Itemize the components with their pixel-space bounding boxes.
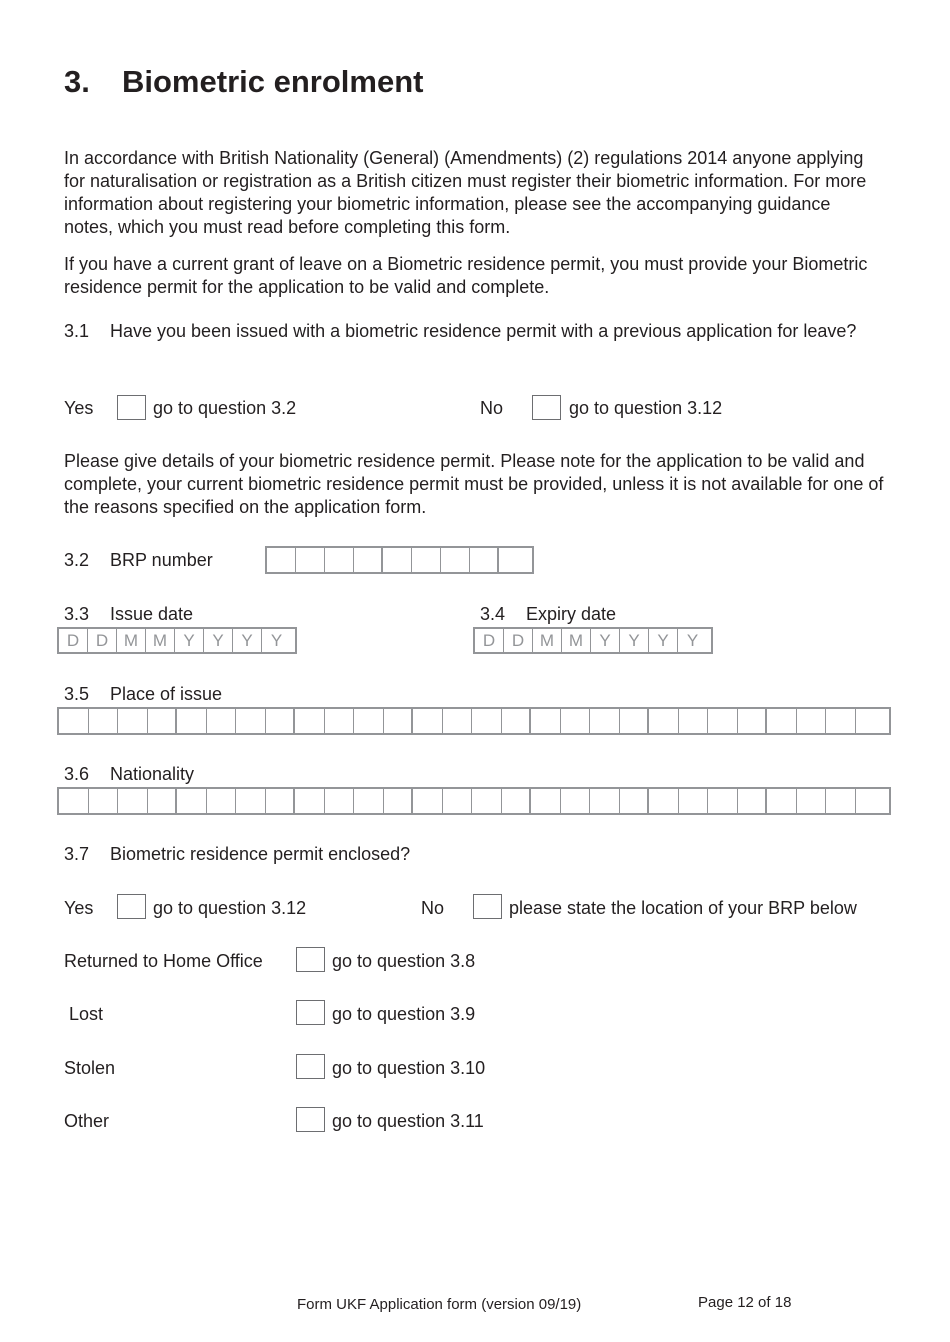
text-character-cell[interactable] [236,709,266,733]
text-character-cell[interactable] [826,789,856,813]
issue-date-input[interactable] [57,627,297,654]
brp-character-cell[interactable] [470,548,499,572]
text-character-cell[interactable] [856,709,886,733]
brp-character-cell[interactable] [354,548,383,572]
q3-7-yes-checkbox[interactable] [117,894,146,919]
question-3-5-label: Place of issue [110,684,223,704]
brp-character-cell[interactable] [383,548,412,572]
text-character-cell[interactable] [413,789,443,813]
date-digit-cell[interactable]: M [117,629,146,652]
text-character-cell[interactable] [826,709,856,733]
text-character-cell[interactable] [118,789,148,813]
question-3-1-text: Have you been issued with a biometric residence permit with a previous application for leave? [110,321,857,341]
brp-character-cell[interactable] [412,548,441,572]
question-3-1 [64,320,884,343]
question-3-7-text: Biometric residence permit enclosed? [110,844,411,864]
text-character-cell[interactable] [738,709,768,733]
question-3-3 [64,603,193,626]
question-3-6-number: 3.6 [64,764,90,784]
date-digit-cell[interactable]: Y [204,629,233,652]
location-returned-goto: go to question 3.8 [332,951,476,971]
location-returned-label: Returned to Home Office [64,951,263,971]
question-3-7-number: 3.7 [64,844,90,864]
text-character-cell[interactable] [207,789,237,813]
question-3-2 [64,549,213,572]
text-character-cell[interactable] [620,789,650,813]
q3-7-no-goto: please state the location of your BRP below [509,898,857,918]
date-digit-cell[interactable]: Y [649,629,678,652]
date-digit-cell[interactable]: Y [270,630,283,650]
q3-7-no-label: No [421,898,445,918]
date-digit-cell[interactable]: Y [620,629,649,652]
q3-1-no-checkbox[interactable] [532,395,561,420]
brp-character-cell[interactable] [296,548,325,572]
question-3-6 [64,763,194,786]
brp-character-cell[interactable] [267,548,296,572]
text-character-cell[interactable] [443,789,473,813]
date-digit-cell[interactable]: Y [591,629,620,652]
question-3-1-number: 3.1 [64,321,90,341]
text-character-cell[interactable] [59,789,89,813]
intro-paragraph-1: In accordance with British Nationality (General) (Amendments) (2) regulations 2014 anyone applying for naturalisation or registration as a British citizen must register their biometric information. For more information about registering your biometric information, please see the accompanying guidance notes, which you must read before completing this form. [64,148,867,237]
brp-character-cell[interactable] [441,548,470,572]
location-other-checkbox[interactable] [296,1107,325,1132]
text-character-cell[interactable] [89,789,119,813]
section-title-text: Biometric enrolment [122,64,424,99]
location-stolen-goto: go to question 3.10 [332,1058,486,1078]
date-digit-cell[interactable]: Y [686,630,699,650]
text-character-cell[interactable] [767,789,797,813]
text-character-cell[interactable] [797,709,827,733]
footer-page-number: Page 12 of 18 [698,1294,792,1311]
text-character-cell[interactable] [679,789,709,813]
date-digit-cell[interactable]: Y [233,629,262,652]
date-digit-cell[interactable]: Y [175,629,204,652]
text-character-cell[interactable] [236,789,266,813]
location-lost-checkbox[interactable] [296,1000,325,1025]
text-character-cell[interactable] [384,709,414,733]
text-character-cell[interactable] [708,789,738,813]
text-character-cell[interactable] [472,709,502,733]
location-stolen-label: Stolen [64,1058,116,1078]
section-number: 3. [64,64,90,99]
text-character-cell[interactable] [266,709,296,733]
date-digit-cell[interactable]: M [562,629,591,652]
text-character-cell[interactable] [590,709,620,733]
text-character-cell[interactable] [177,709,207,733]
nationality-input[interactable] [57,787,891,815]
brp-character-cell[interactable] [499,548,528,572]
q3-7-yes-label: Yes [64,898,94,918]
text-character-cell[interactable] [502,709,532,733]
q3-7-no-checkbox[interactable] [473,894,502,919]
question-3-4 [480,603,616,626]
text-character-cell[interactable] [295,789,325,813]
question-3-4-label: Expiry date [526,604,617,624]
question-3-4-number: 3.4 [480,604,506,624]
date-digit-cell[interactable]: M [146,629,175,652]
text-character-cell[interactable] [207,709,237,733]
details-note: Please give details of your biometric residence permit. Please note for the application to be valid and complete, your current biometric residence permit must be provided, unless it is not available for one of the reasons specified on the application form. [64,451,884,517]
date-digit-cell[interactable]: D [475,629,504,652]
text-character-cell[interactable] [531,709,561,733]
text-character-cell[interactable] [148,709,178,733]
location-other-goto: go to question 3.11 [332,1111,484,1131]
text-character-cell[interactable] [354,709,384,733]
text-character-cell[interactable] [679,709,709,733]
question-3-6-label: Nationality [110,764,195,784]
text-character-cell[interactable] [443,709,473,733]
question-3-3-label: Issue date [110,604,194,624]
question-3-2-number: 3.2 [64,550,90,570]
question-3-7 [64,843,410,866]
text-character-cell[interactable] [295,709,325,733]
brp-character-cell[interactable] [325,548,354,572]
place-of-issue-input[interactable] [57,707,891,735]
location-returned-checkbox[interactable] [296,947,325,972]
text-character-cell[interactable] [531,789,561,813]
question-3-2-label: BRP number [110,550,213,570]
date-digit-cell[interactable]: M [533,629,562,652]
text-character-cell[interactable] [856,789,886,813]
question-3-5-number: 3.5 [64,684,90,704]
text-character-cell[interactable] [413,709,443,733]
intro-paragraph-2: If you have a current grant of leave on a Biometric residence permit, you must provide your Biometric residence permit for the application to be valid and complete. [64,254,868,297]
text-character-cell[interactable] [767,709,797,733]
q3-7-yes-goto: go to question 3.12 [153,898,307,918]
location-lost-goto: go to question 3.9 [332,1004,476,1024]
text-character-cell[interactable] [59,709,89,733]
text-character-cell[interactable] [177,789,207,813]
text-character-cell[interactable] [118,709,148,733]
location-stolen-checkbox[interactable] [296,1054,325,1079]
q3-1-no-goto: go to question 3.12 [569,398,723,418]
text-character-cell[interactable] [472,789,502,813]
text-character-cell[interactable] [649,709,679,733]
text-character-cell[interactable] [738,789,768,813]
location-lost-label: Lost [64,1004,104,1024]
text-character-cell[interactable] [590,789,620,813]
text-character-cell[interactable] [266,789,296,813]
expiry-date-input[interactable] [473,627,713,654]
text-character-cell[interactable] [325,789,355,813]
date-digit-cell[interactable]: D [88,629,117,652]
text-character-cell[interactable] [561,789,591,813]
brp-number-input[interactable] [265,546,534,574]
footer-form-version: Form UKF Application form (version 09/19) [297,1296,582,1313]
text-character-cell[interactable] [620,709,650,733]
text-character-cell[interactable] [561,709,591,733]
text-character-cell[interactable] [89,709,119,733]
text-character-cell[interactable] [325,709,355,733]
section-title [64,62,423,102]
question-3-3-number: 3.3 [64,604,90,624]
text-character-cell[interactable] [384,789,414,813]
q3-1-yes-label: Yes [64,398,94,418]
location-other-label: Other [64,1111,110,1131]
q3-1-no-label: No [480,398,504,418]
date-digit-cell[interactable]: D [504,629,533,652]
date-digit-cell[interactable]: D [59,629,88,652]
question-3-5 [64,683,222,706]
text-character-cell[interactable] [797,789,827,813]
text-character-cell[interactable] [502,789,532,813]
q3-1-yes-checkbox[interactable] [117,395,146,420]
text-character-cell[interactable] [708,709,738,733]
q3-1-yes-goto: go to question 3.2 [153,398,297,418]
text-character-cell[interactable] [649,789,679,813]
text-character-cell[interactable] [354,789,384,813]
text-character-cell[interactable] [148,789,178,813]
